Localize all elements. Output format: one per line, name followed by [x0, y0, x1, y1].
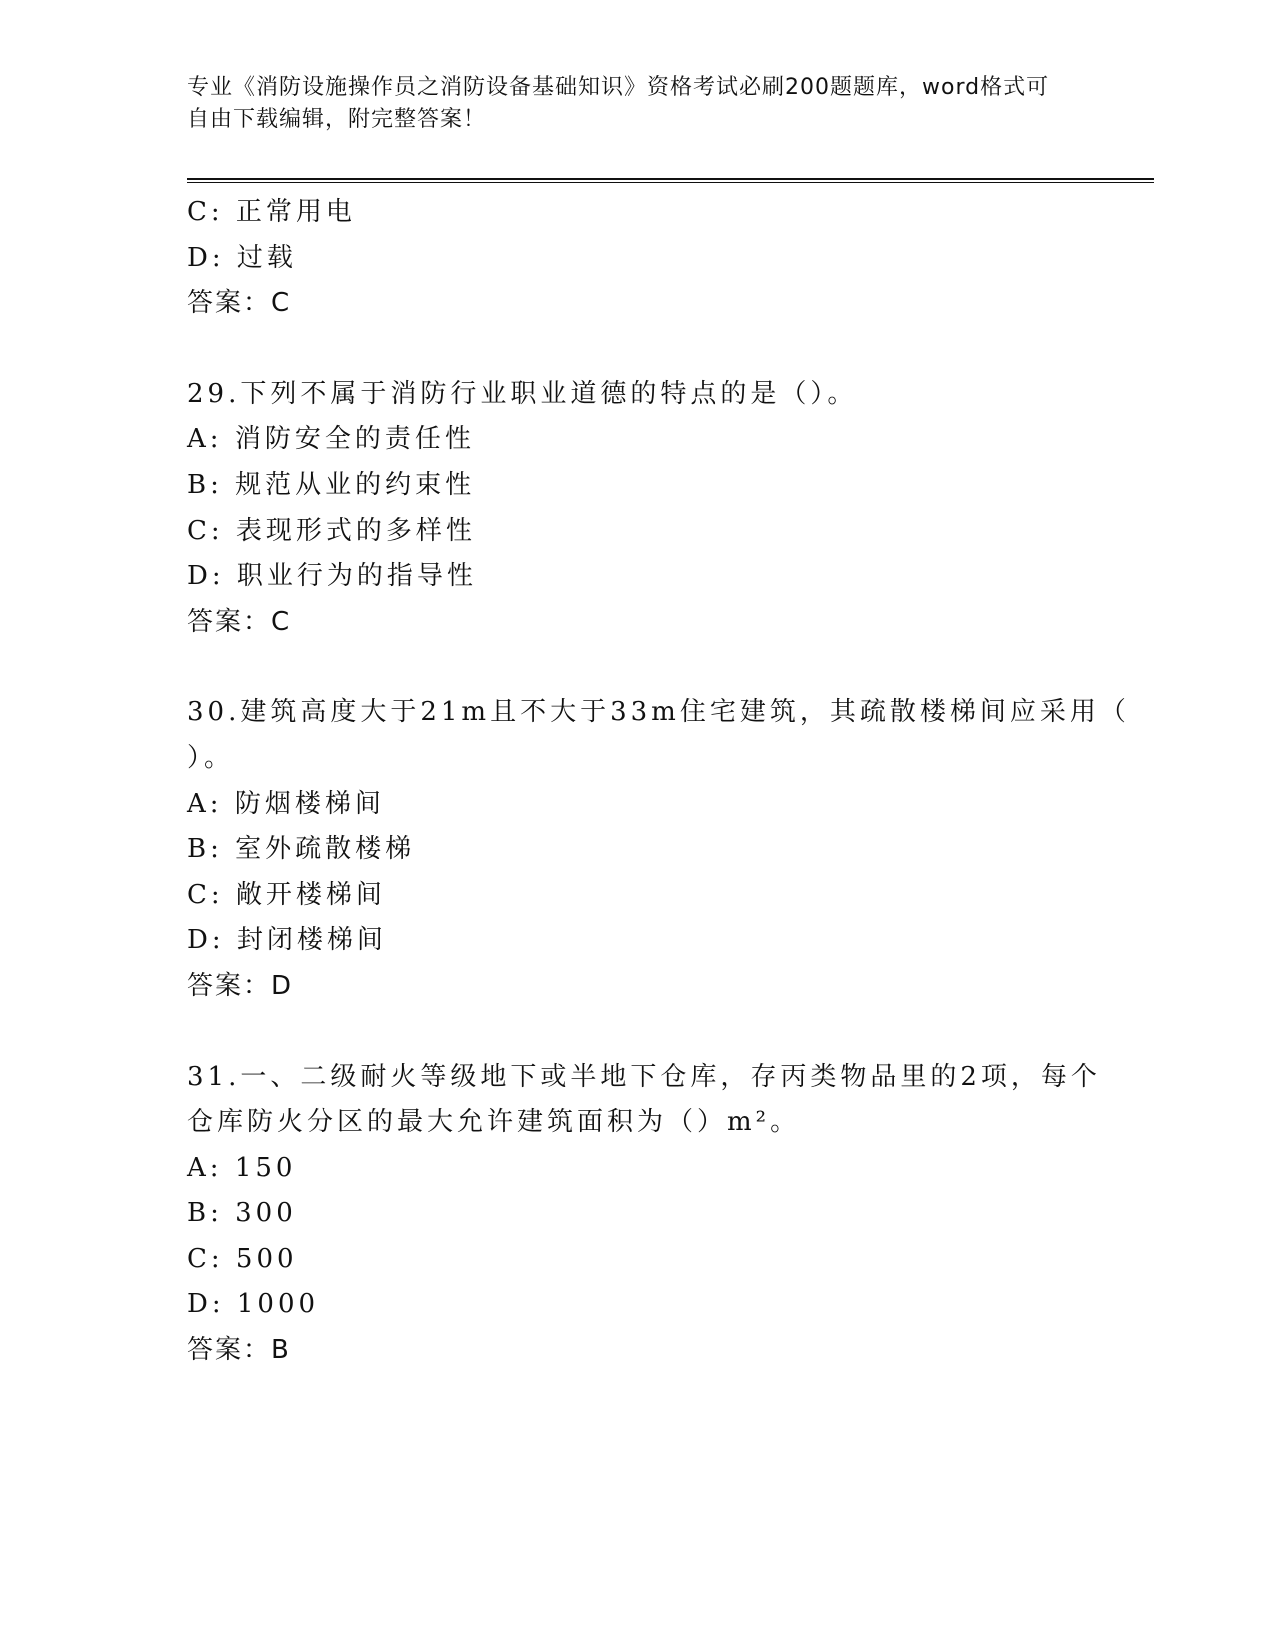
option-letter: A: — [187, 1152, 223, 1183]
option-a — [187, 782, 1087, 828]
option-letter: D: — [187, 1289, 225, 1320]
option-c — [187, 1237, 1087, 1283]
option-letter: C: — [187, 879, 224, 910]
option-text: 300 — [235, 1198, 297, 1229]
option-text: 正常用电 — [235, 197, 356, 227]
answer-line: 答案：B — [187, 1335, 291, 1366]
question-text-line-2: 仓库防火分区的最大允许建筑面积为（）m²。 — [187, 1107, 801, 1138]
answer-line: 答案：C — [187, 288, 292, 319]
option-text: 敞开楼梯间 — [235, 879, 386, 910]
option-d — [187, 918, 1087, 964]
option-text: 1000 — [236, 1289, 320, 1320]
question-list — [187, 190, 1130, 1374]
option-c — [187, 509, 1087, 555]
option-text: 职业行为的指导性 — [236, 561, 477, 592]
answer-line: 答案：D — [187, 970, 294, 1001]
option-letter: D: — [187, 242, 225, 273]
question-31 — [187, 1055, 1101, 1374]
option-text: 封闭楼梯间 — [236, 925, 387, 956]
question-29 — [187, 372, 1087, 646]
question-28-tail — [187, 190, 1087, 327]
header-title: 专业《消防设施操作员之消防设备基础知识》资格考试必刷200题题库，word格式可自由下载编辑，附完整答案！ — [187, 75, 1050, 132]
option-text: 室外疏散楼梯 — [235, 834, 416, 865]
option-d — [187, 236, 1087, 282]
option-a — [187, 1146, 1087, 1192]
option-letter: B: — [187, 469, 223, 500]
option-letter: C: — [187, 1243, 224, 1274]
header-divider-thin — [187, 182, 1154, 183]
option-b — [187, 1191, 1087, 1237]
answer-line: 答案：C — [187, 606, 292, 637]
option-text: 消防安全的责任性 — [234, 424, 475, 455]
option-letter: A: — [187, 424, 223, 455]
spacer — [187, 645, 1087, 690]
spacer — [187, 1010, 1087, 1055]
question-text-line-1: 30.建筑高度大于21m且不大于33m住宅建筑，其疏散楼梯间应采用（ — [187, 697, 1130, 728]
option-letter: B: — [187, 834, 223, 865]
option-letter: D: — [187, 561, 225, 592]
question-text: 29.下列不属于消防行业职业道德的特点的是（）。 — [187, 378, 858, 409]
page-header — [187, 72, 1067, 136]
option-text: 防烟楼梯间 — [234, 788, 385, 819]
option-text: 150 — [234, 1152, 297, 1183]
option-text: 表现形式的多样性 — [235, 515, 476, 546]
question-30 — [187, 690, 1130, 1009]
option-letter: C: — [187, 197, 224, 227]
spacer — [187, 327, 1087, 372]
option-text: 500 — [235, 1243, 298, 1274]
header-divider-thick — [187, 178, 1154, 180]
option-c — [187, 190, 1087, 236]
option-letter: A: — [187, 788, 223, 819]
option-d — [187, 554, 1087, 600]
option-a — [187, 417, 1087, 463]
option-letter: B: — [187, 1198, 223, 1229]
question-text-line-2: ）。 — [187, 742, 235, 773]
option-c — [187, 873, 1087, 919]
option-letter: D: — [187, 925, 225, 956]
option-text: 规范从业的约束性 — [235, 469, 476, 500]
option-letter: C: — [187, 515, 224, 546]
option-b — [187, 827, 1087, 873]
option-text: 过载 — [236, 242, 297, 273]
question-text-line-1: 31.一、二级耐火等级地下或半地下仓库，存丙类物品里的2项，每个 — [187, 1061, 1101, 1092]
option-d — [187, 1282, 1087, 1328]
option-b — [187, 463, 1087, 509]
